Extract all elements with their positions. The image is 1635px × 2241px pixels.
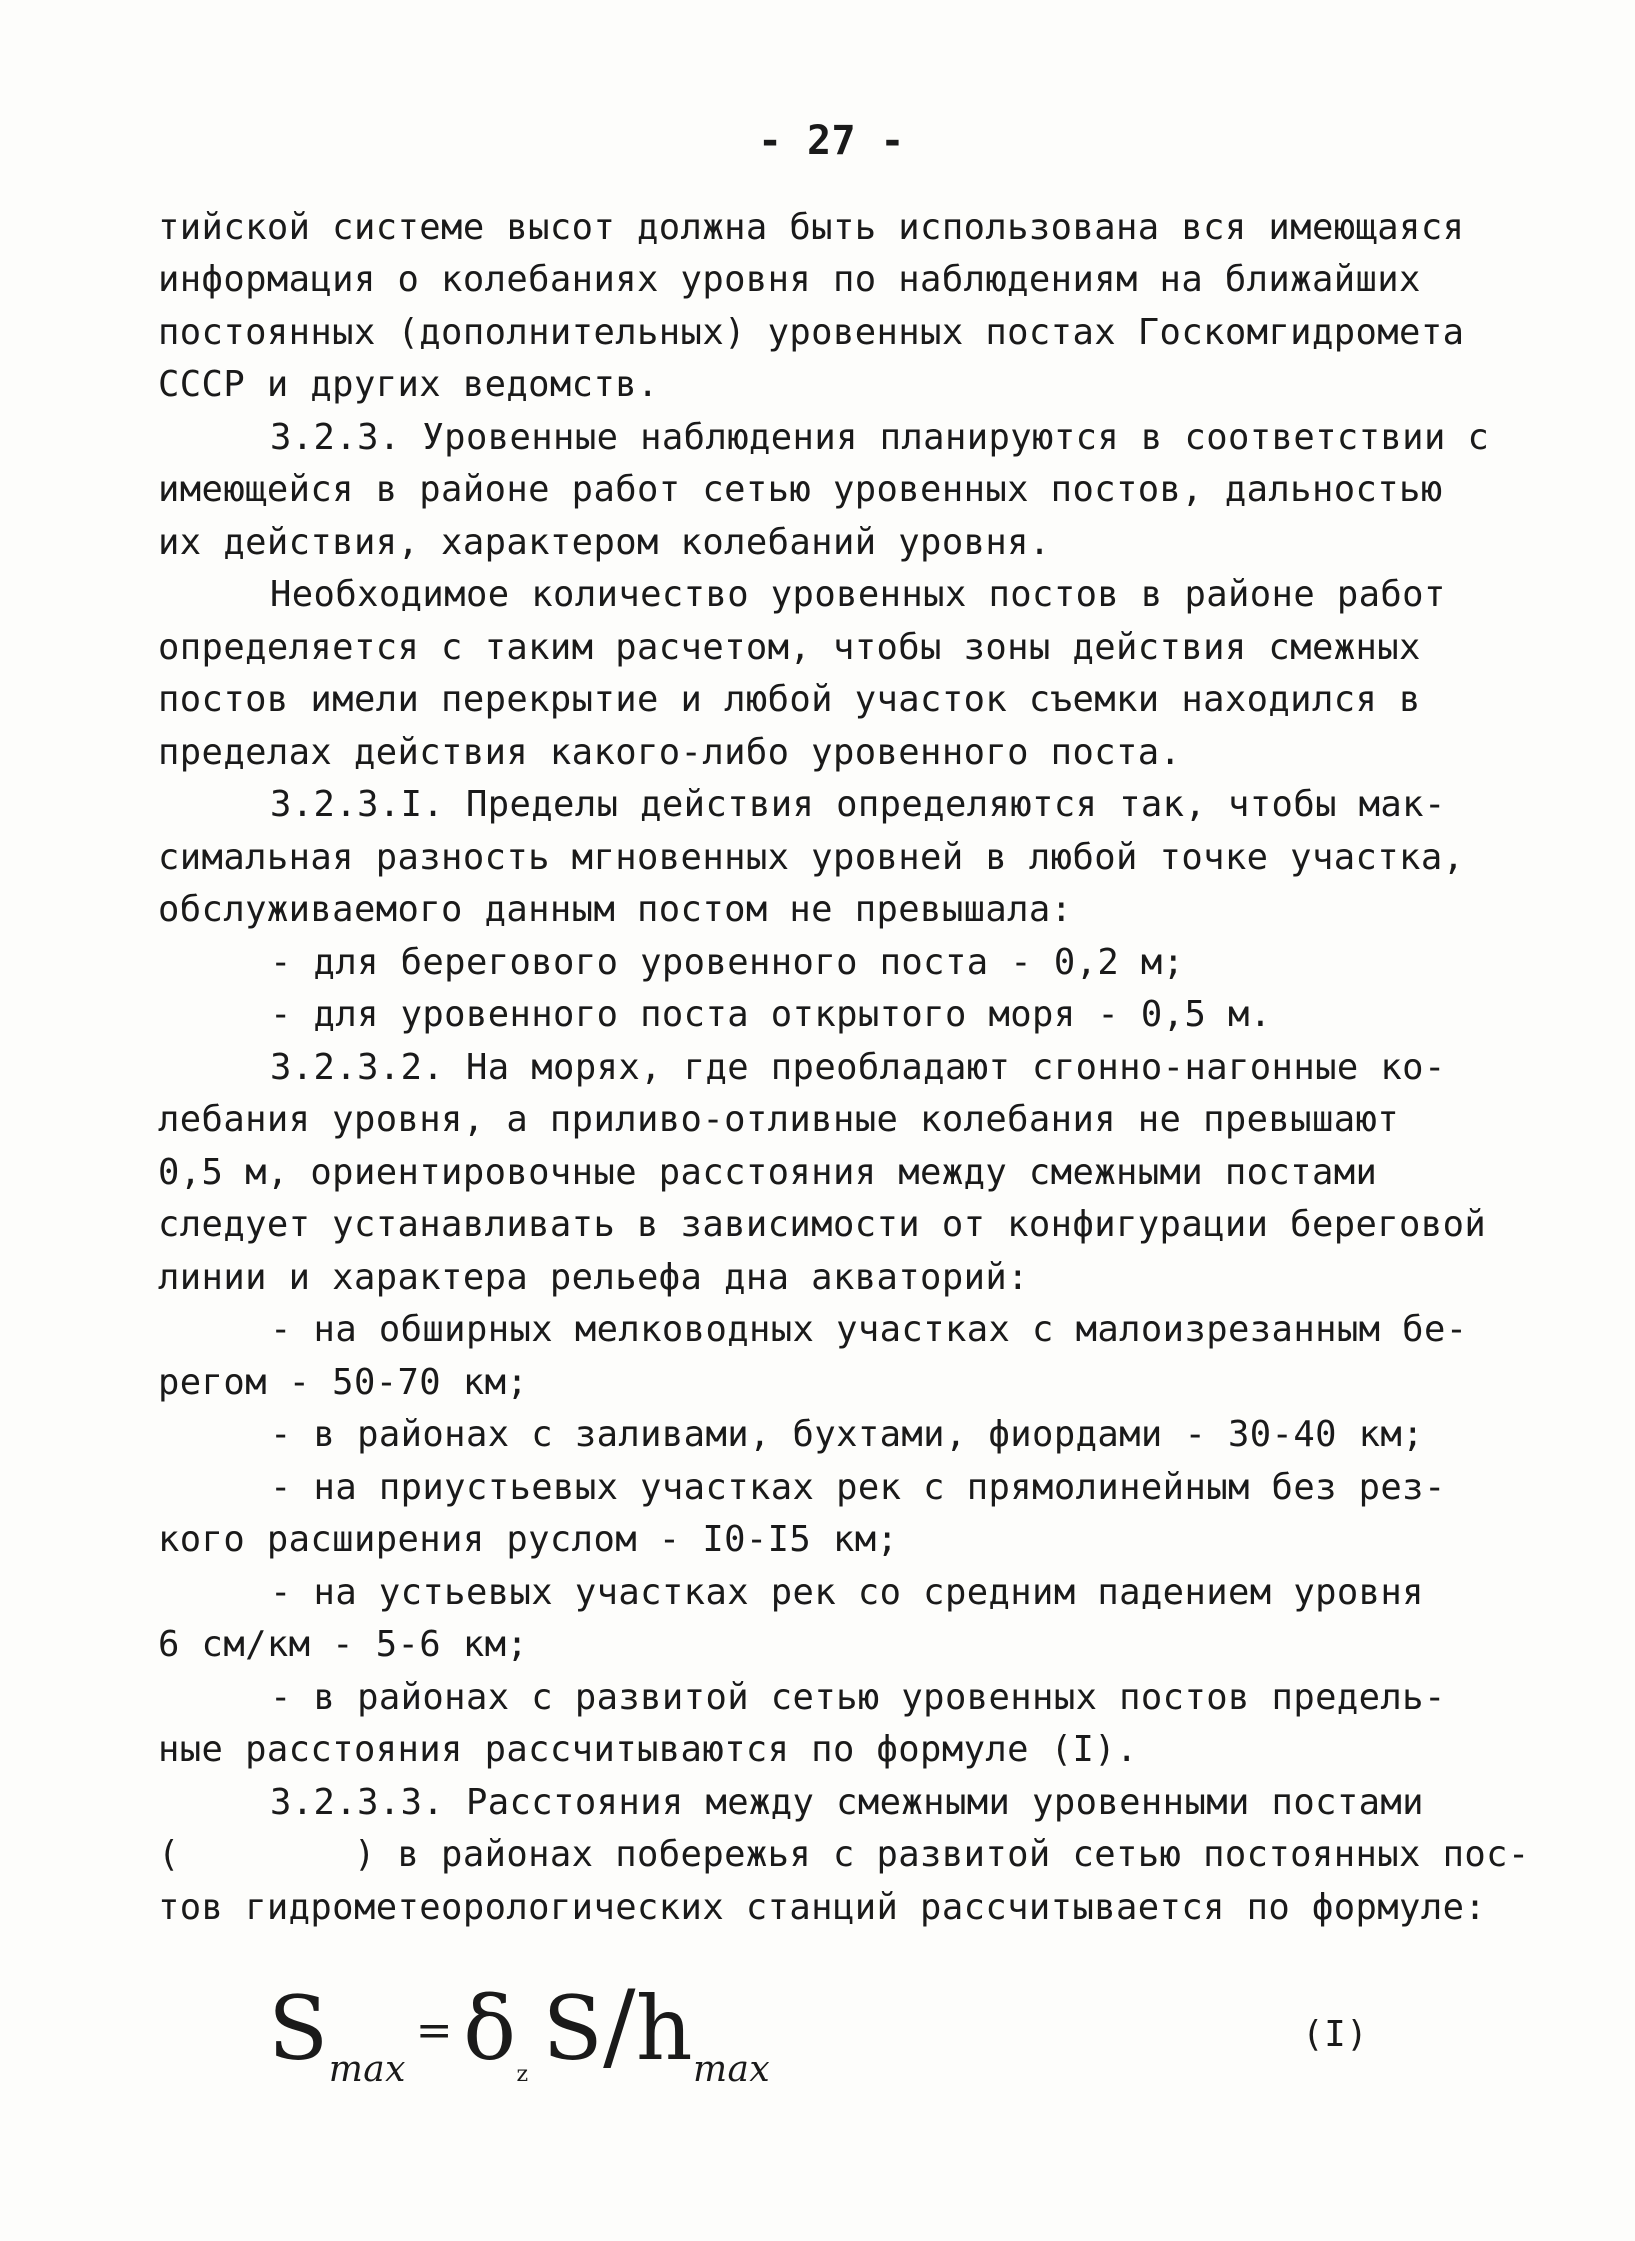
- text-line: тов гидрометеорологических станций рассчитывается по формуле:: [158, 1887, 1487, 1928]
- text-line: симальная разность мгновенных уровней в любой точке участка,: [158, 837, 1465, 878]
- text-line: постоянных (дополнительных) уровенных постах Госкомгидромета: [158, 312, 1465, 353]
- list-item: - для уровенного поста открытого моря - 0,5 м.: [270, 994, 1272, 1035]
- formula-symbol-s: S: [268, 1977, 329, 2080]
- text-line: пределах действия какого-либо уровенного поста.: [158, 732, 1182, 773]
- text-line: СССР и других ведомств.: [158, 364, 659, 405]
- text-line: линии и характера рельефа дна акваторий:: [158, 1257, 1029, 1298]
- formula-slash: /: [603, 1970, 636, 2082]
- text-line: информация о колебаниях уровня по наблюдениям на ближайших: [158, 259, 1421, 300]
- formula-number: (I): [1302, 2014, 1369, 2055]
- paragraph-3-2-3-1: 3.2.3.I. Пределы действия определяются так, чтобы мак-: [270, 784, 1446, 825]
- text-line: кого расширения руслом - I0-I5 км;: [158, 1519, 899, 1560]
- text-line: ные расстояния рассчитываются по формуле (I).: [158, 1729, 1138, 1770]
- text-line: тийской системе высот должна быть использована вся имеющаяся: [158, 207, 1465, 248]
- text-line: 6 см/км - 5-6 км;: [158, 1624, 529, 1665]
- formula-subscript: max: [328, 2049, 406, 2090]
- paragraph-3-2-3-2: 3.2.3.2. На морях, где преобладают сгонно-нагонные ко-: [270, 1047, 1446, 1088]
- page-number: - 27 -: [758, 118, 905, 164]
- list-item: - на обширных мелководных участках с малоизрезанным бе-: [270, 1309, 1468, 1350]
- paragraph-start: Необходимое количество уровенных постов в районе работ: [270, 574, 1446, 615]
- paragraph-3-2-3-3: 3.2.3.3. Расстояния между смежными уровенными постами: [270, 1782, 1424, 1823]
- formula-symbol-delta: δ: [463, 1977, 517, 2080]
- text-line: ( ) в районах побережья с развитой сетью постоянных пос-: [158, 1834, 1530, 1875]
- formula-1: [268, 1970, 771, 2090]
- text-line: регом - 50-70 км;: [158, 1362, 529, 1403]
- list-item: - в районах с заливами, бухтами, фиордами - 30-40 км;: [270, 1414, 1424, 1455]
- text-line: обслуживаемого данным постом не превышала:: [158, 889, 1073, 930]
- formula-subscript: max: [692, 2049, 771, 2090]
- formula-equals: =: [415, 2005, 454, 2056]
- formula-symbol-h: h: [635, 1977, 693, 2080]
- text-line: постов имели перекрытие и любой участок съемки находился в: [158, 679, 1421, 720]
- formula-symbol-s: S: [542, 1977, 604, 2080]
- text-line: их действия, характером колебаний уровня.: [158, 522, 1051, 563]
- list-item: - для берегового уровенного поста - 0,2 м;: [270, 942, 1185, 983]
- text-line: имеющейся в районе работ сетью уровенных постов, дальностью: [158, 469, 1443, 510]
- paragraph-3-2-3: 3.2.3. Уровенные наблюдения планируются в соответствии с: [270, 417, 1490, 458]
- text-line: следует устанавливать в зависимости от конфигурации береговой: [158, 1204, 1487, 1245]
- list-item: - на устьевых участках рек со средним падением уровня: [270, 1572, 1424, 1613]
- list-item: - на приустьевых участках рек с прямолинейным без рез-: [270, 1467, 1446, 1508]
- formula-subscript: z: [516, 2062, 529, 2087]
- text-line: 0,5 м, ориентировочные расстояния между смежными постами: [158, 1152, 1378, 1193]
- text-line: определяется с таким расчетом, чтобы зоны действия смежных: [158, 627, 1421, 668]
- list-item: - в районах с развитой сетью уровенных постов предель-: [270, 1677, 1446, 1718]
- text-line: лебания уровня, а приливо-отливные колебания не превышают: [158, 1099, 1400, 1140]
